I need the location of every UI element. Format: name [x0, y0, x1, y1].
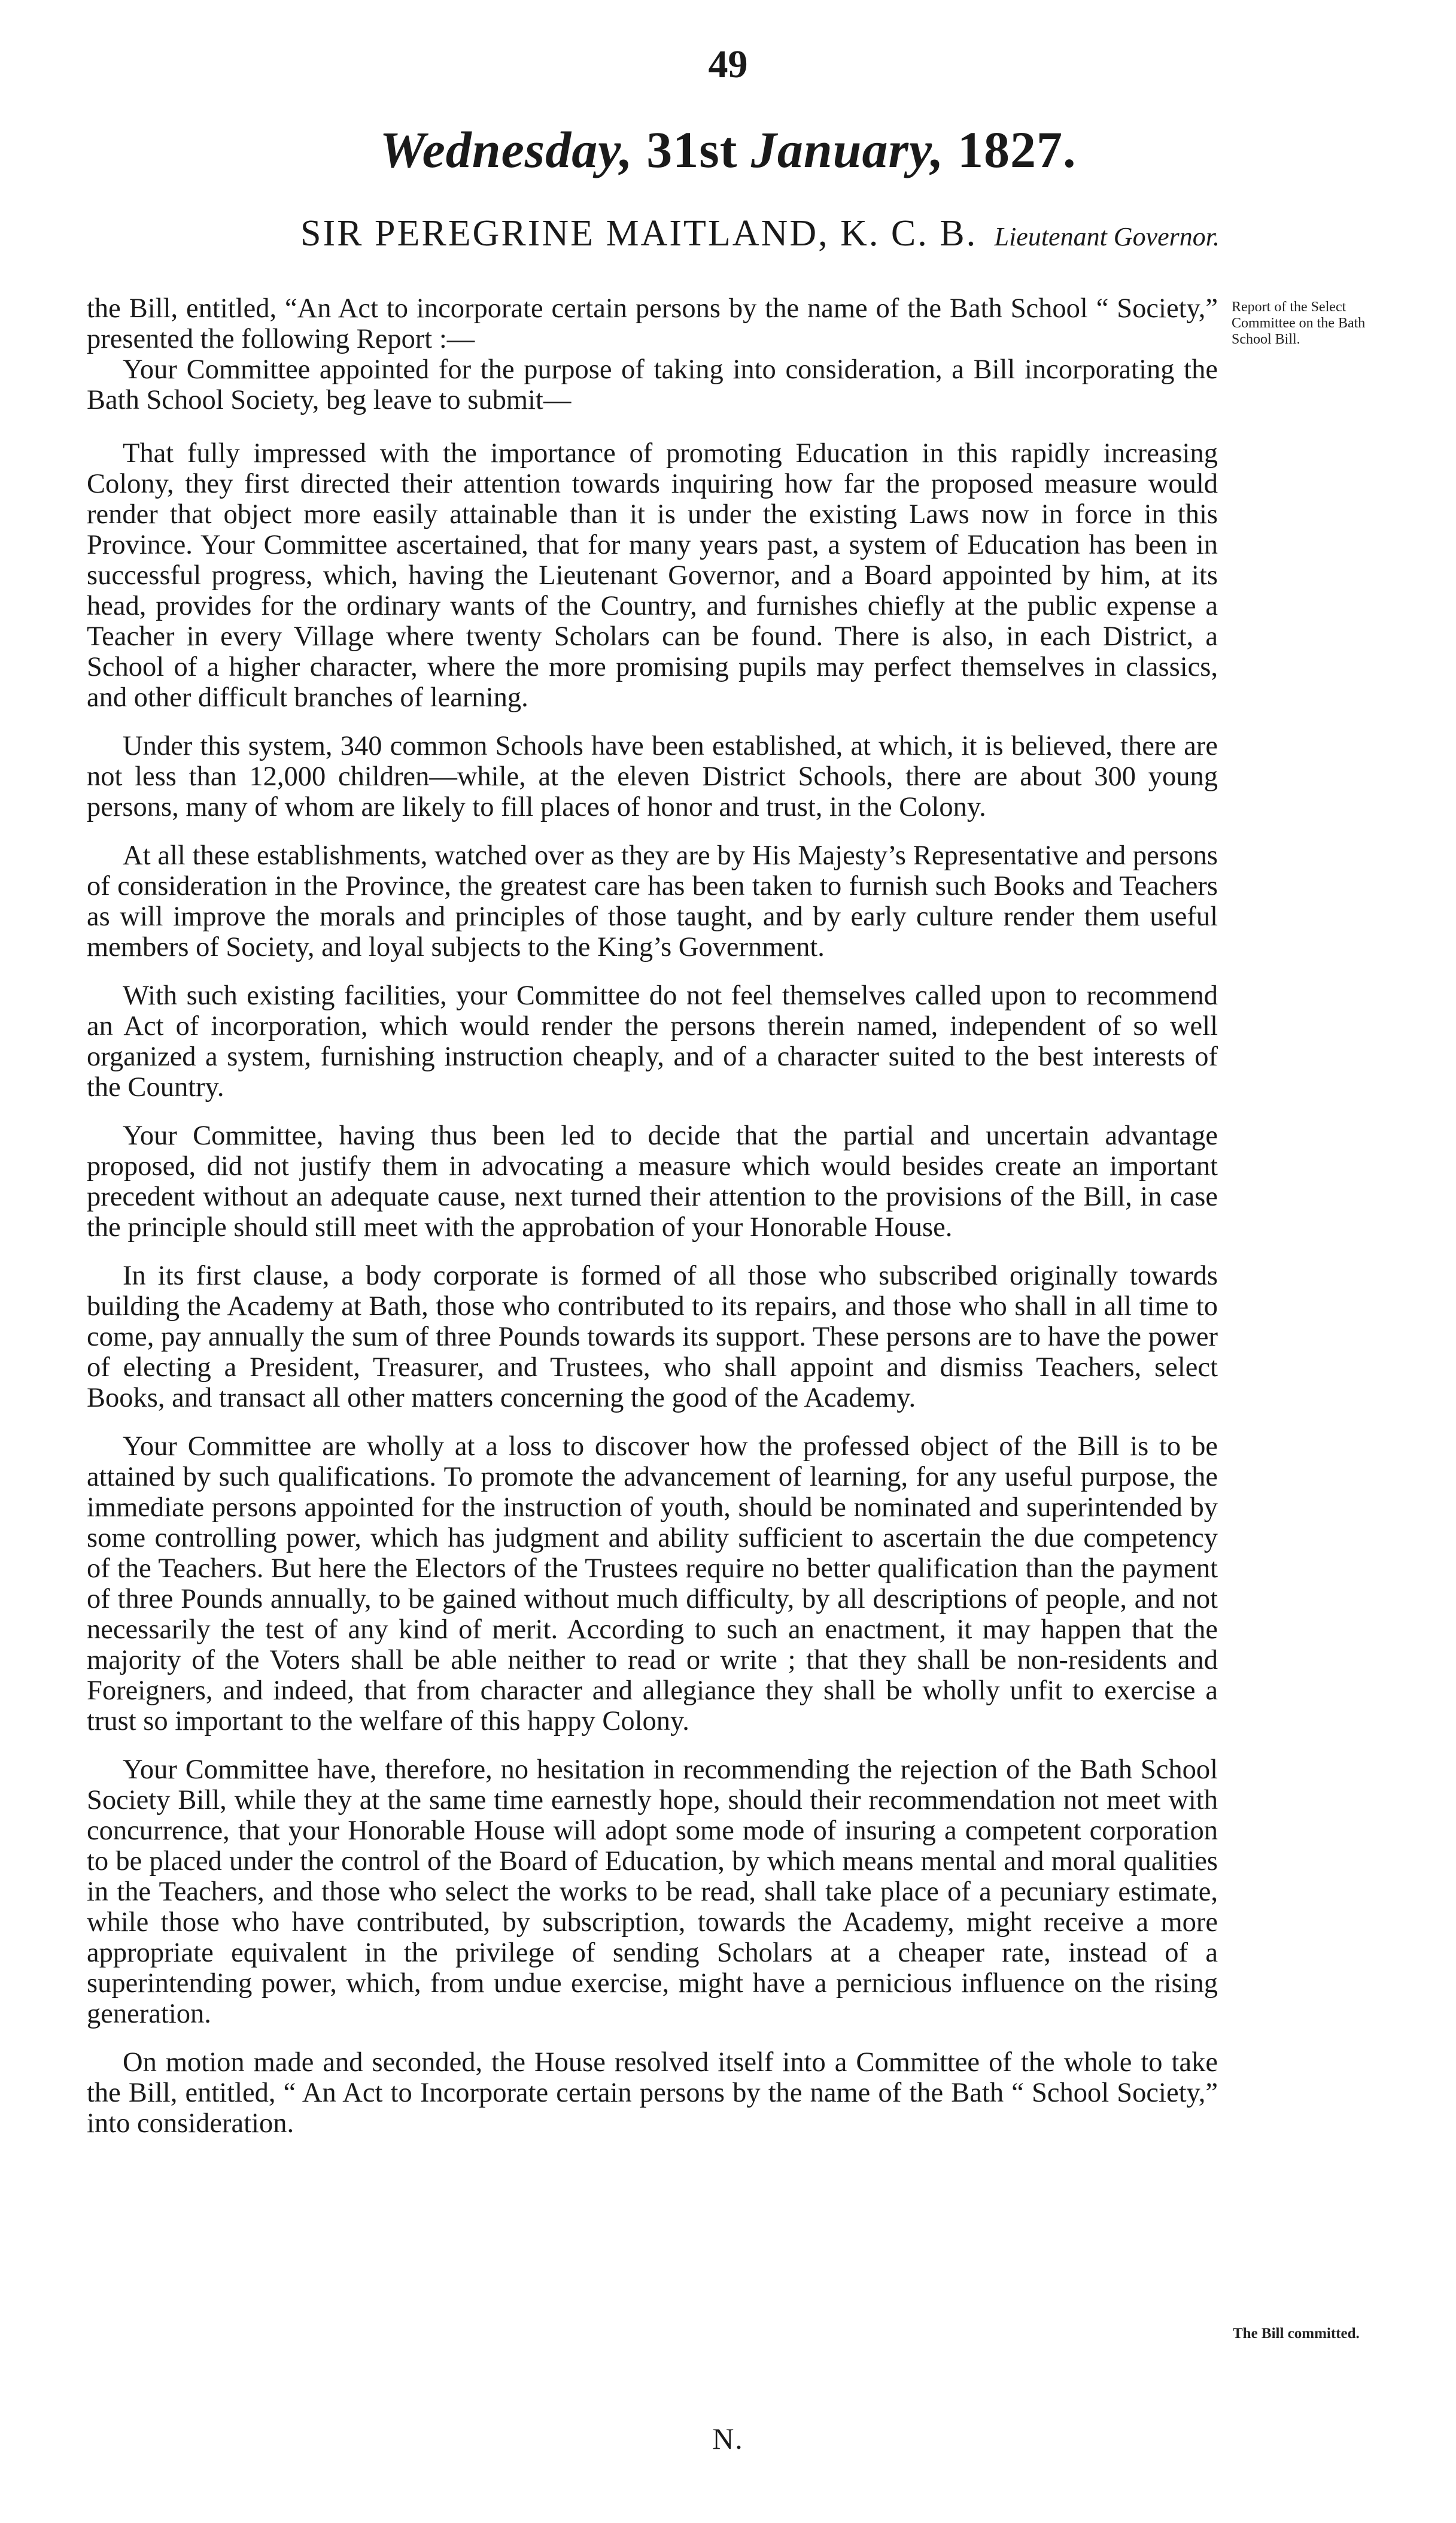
- signature-mark: N.: [712, 2422, 744, 2455]
- governor-name: SIR PEREGRINE MAITLAND, K. C. B.: [300, 213, 978, 254]
- date-year: 1827.: [944, 121, 1077, 178]
- paragraph: Your Committee have, therefore, no hesitation in recommending the rejection of the Bath School Society Bill, while they at the same time earnestly hope, should their recommendation not meet with concurrence, that your Honorable House will adopt some mode of insuring a competent corporation to be placed under the control of the Board of Education, by which means mental and moral qualities in the Teachers, and those who select the works to be read, shall take place of a pecuniary estimate, while those who have contributed, by subscription, towards the Academy, might receive a more appropriate equivalent in the privilege of sending Scholars at a cheaper rate, instead of a superintending power, which, from undue exercise, might have a pernicious influence on the rising generation.: [87, 1754, 1218, 2029]
- paragraph: Your Committee are wholly at a loss to discover how the professed object of the Bill is to be attained by such qualifications. To promote the advancement of learning, for any useful purpose, the immediate persons appointed for the instruction of youth, should be nominated and superintended by some controlling power, which has judgment and ability sufficient to ascertain the due competency of the Teachers. But here the Electors of the Trustees require no better qualification than the payment of three Pounds annually, to be gained without much difficulty, by all descriptions of people, and not necessarily the test of any kind of merit. According to such an enactment, it may happen that the majority of the Voters shall be able neither to read or write ; that they shall be non-residents and Foreigners, and indeed, that from character and allegiance they shall be wholly unfit to exercise a trust so important to the welfare of this happy Colony.: [87, 1431, 1218, 1736]
- date-day: Wednesday,: [379, 121, 633, 178]
- date-heading: [0, 120, 1456, 180]
- date-num: 31st: [633, 121, 751, 178]
- page-number: 49: [708, 42, 748, 86]
- date-month: January,: [750, 121, 944, 178]
- paragraph: On motion made and seconded, the House resolved itself into a Committee of the whole to take the Bill, entitled, “ An Act to Incorporate certain persons by the name of the Bath “ School Society,” into consideration.: [87, 2047, 1218, 2139]
- paragraph: the Bill, entitled, “An Act to incorporate certain persons by the name of the Bath School “ Society,” presented the following Report :—: [87, 293, 1218, 354]
- paragraph: In its first clause, a body corporate is formed of all those who subscribed originally towards building the Academy at Bath, those who contributed to its repairs, and those who shall in all time to come, pay annually the sum of three Pounds towards its support. These persons are to have the power of electing a President, Treasurer, and Trustees, who shall appoint and dismiss Teachers, select Books, and transact all other matters concerning the good of the Academy.: [87, 1261, 1218, 1413]
- paragraph: At all these establishments, watched over as they are by His Majesty’s Representative and persons of consideration in the Province, the greatest care has been taken to furnish such Books and Teachers as will improve the morals and principles of those taught, and by early culture render them useful members of Society, and loyal subjects to the King’s Government.: [87, 840, 1218, 963]
- margin-note-committed: The Bill committed.: [1233, 2325, 1360, 2342]
- paragraph: With such existing facilities, your Committee do not feel themselves called upon to recommend an Act of incorporation, which would render the persons therein named, independent of so well organized a system, furnishing instruction cheaply, and of a character suited to the best interests of the Country.: [87, 980, 1218, 1103]
- paragraph: Your Committee appointed for the purpose of taking into consideration, a Bill incorporating the Bath School Society, beg leave to submit—: [87, 354, 1218, 415]
- governor-line: [251, 212, 1269, 255]
- paragraph: That fully impressed with the importance of promoting Education in this rapidly increasing Colony, they first directed their attention towards inquiring how far the proposed measure would render that object more easily attainable than it is under the existing Laws now in force in this Province. Your Committee ascertained, that for many years past, a system of Education has been in successful progress, which, having the Lieutenant Governor, and a Board appointed by him, at its head, provides for the ordinary wants of the Country, and furnishes chiefly at the public expense a Teacher in every Village where twenty Scholars can be found. There is also, in each District, a School of a higher character, where the more promising pupils may perfect themselves in classics, and other difficult branches of learning.: [87, 438, 1218, 713]
- governor-title: Lieutenant Governor.: [994, 222, 1220, 251]
- document-body: [87, 293, 1218, 2139]
- paragraph: Your Committee, having thus been led to decide that the partial and uncertain advantage proposed, did not justify them in advocating a measure which would besides create an important precedent without an adequate cause, next turned their attention to the provisions of the Bill, in case the principle should still meet with the approbation of your Honorable House.: [87, 1121, 1218, 1243]
- margin-note-report: Report of the Select Committee on the Bath School Bill.: [1232, 299, 1366, 347]
- paragraph: Under this system, 340 common Schools have been established, at which, it is believed, there are not less than 12,000 children—while, at the eleven District Schools, there are about 300 young persons, many of whom are likely to fill places of honor and trust, in the Colony.: [87, 731, 1218, 822]
